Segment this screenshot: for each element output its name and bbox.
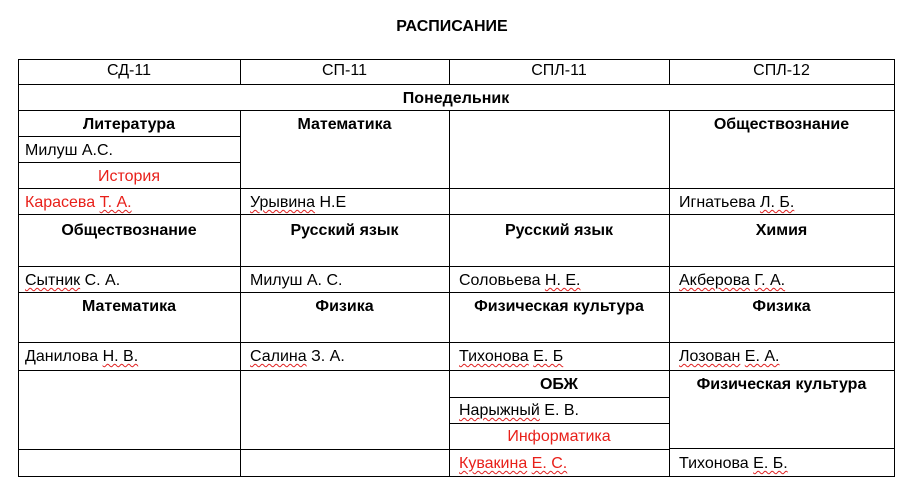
column-divider <box>669 110 670 477</box>
group-header-sd-11: СД-11 <box>107 62 151 79</box>
teacher-surname: Тихонова <box>459 348 529 365</box>
lesson-subject: Русский язык <box>504 222 614 239</box>
column-divider <box>240 110 241 477</box>
teacher-surname: Сытник <box>25 272 81 289</box>
lesson-subject: Обществознание <box>61 222 197 239</box>
teacher-initials: Н. Е. <box>544 272 581 289</box>
teacher-initials: З. А. <box>311 348 345 365</box>
lesson-subject: Математика <box>81 298 177 315</box>
teacher-surname: Урывина <box>250 194 316 211</box>
lesson-teacher <box>459 402 579 420</box>
teacher-surname: Соловьева <box>459 272 541 289</box>
teacher-surname: Карасева <box>25 194 96 211</box>
group-header-spl-12: СПЛ-12 <box>753 62 810 79</box>
group-header-sp-11: СП-11 <box>322 62 367 79</box>
teacher-initials: Л. Б. <box>759 194 795 211</box>
teacher-initials: Е. Б. <box>753 455 788 472</box>
lesson-teacher <box>250 348 345 366</box>
teacher-initials: Н.Е <box>319 194 347 211</box>
row-divider <box>18 292 894 293</box>
lesson-teacher: Милуш А. С. <box>250 272 343 289</box>
lesson-subject: ОБЖ <box>539 376 578 393</box>
lesson-teacher <box>679 194 794 212</box>
lesson-teacher <box>679 455 788 473</box>
cell-divider <box>449 397 669 398</box>
teacher-initials: Е. С. <box>531 455 568 472</box>
table-border-right <box>894 59 895 477</box>
teacher-surname: Данилова <box>25 348 99 365</box>
teacher-initials: Е. А. <box>744 348 780 365</box>
cell-divider <box>18 136 240 137</box>
teacher-surname: Нарыжный <box>459 402 540 419</box>
lesson-teacher <box>459 348 563 366</box>
group-header-spl-11: СПЛ-11 <box>531 62 587 79</box>
lesson-teacher: Милуш А.С. <box>25 142 113 159</box>
cell-divider <box>18 162 240 163</box>
day-header: Понедельник <box>402 90 510 107</box>
lesson-teacher <box>459 272 580 290</box>
row-divider <box>18 188 894 189</box>
teacher-surname: Игнатьева <box>679 194 756 211</box>
lesson-teacher <box>679 272 785 290</box>
row-divider <box>18 449 669 450</box>
lesson-subject: Физическая культура <box>696 376 867 393</box>
teacher-surname: Акберова <box>679 272 750 289</box>
lesson-teacher <box>250 194 346 212</box>
lesson-subject: Химия <box>755 222 808 239</box>
table-border-bottom <box>18 476 894 477</box>
lesson-subject: Физика <box>752 298 811 315</box>
lesson-subject: Физика <box>315 298 374 315</box>
page-title: РАСПИСАНИЕ <box>396 18 508 35</box>
row-divider <box>18 370 894 371</box>
lesson-subject: Русский язык <box>290 222 399 239</box>
lesson-subject-alt: История <box>97 168 161 185</box>
lesson-subject: Обществознание <box>713 116 850 133</box>
teacher-initials: Г. А. <box>754 272 786 289</box>
lesson-teacher-alt <box>459 455 567 473</box>
teacher-initials: Т. А. <box>99 194 132 211</box>
table-border-top <box>18 59 894 60</box>
column-divider <box>449 110 450 477</box>
lesson-subject: Литература <box>82 116 176 133</box>
row-divider <box>18 214 894 215</box>
lesson-teacher <box>679 348 779 366</box>
teacher-surname: Кувакина <box>459 455 528 472</box>
teacher-initials: С. А. <box>84 272 121 289</box>
lesson-subject: Математика <box>297 116 392 133</box>
teacher-initials: Н. В. <box>102 348 139 365</box>
teacher-initials: Е. В. <box>544 402 579 419</box>
teacher-surname: Тихонова <box>679 455 749 472</box>
teacher-surname: Салина <box>250 348 307 365</box>
lesson-subject-alt: Информатика <box>507 428 611 445</box>
teacher-surname: Лозован <box>679 348 741 365</box>
cell-divider <box>669 448 894 449</box>
cell-divider <box>449 423 669 424</box>
lesson-subject: Физическая культура <box>474 298 644 315</box>
row-divider <box>18 342 894 343</box>
lesson-teacher-alt <box>25 194 132 212</box>
lesson-teacher <box>25 272 120 290</box>
row-divider <box>18 110 894 111</box>
lesson-teacher <box>25 348 138 366</box>
teacher-initials: Е. Б <box>533 348 564 365</box>
row-divider <box>18 266 894 267</box>
row-divider <box>18 84 894 85</box>
